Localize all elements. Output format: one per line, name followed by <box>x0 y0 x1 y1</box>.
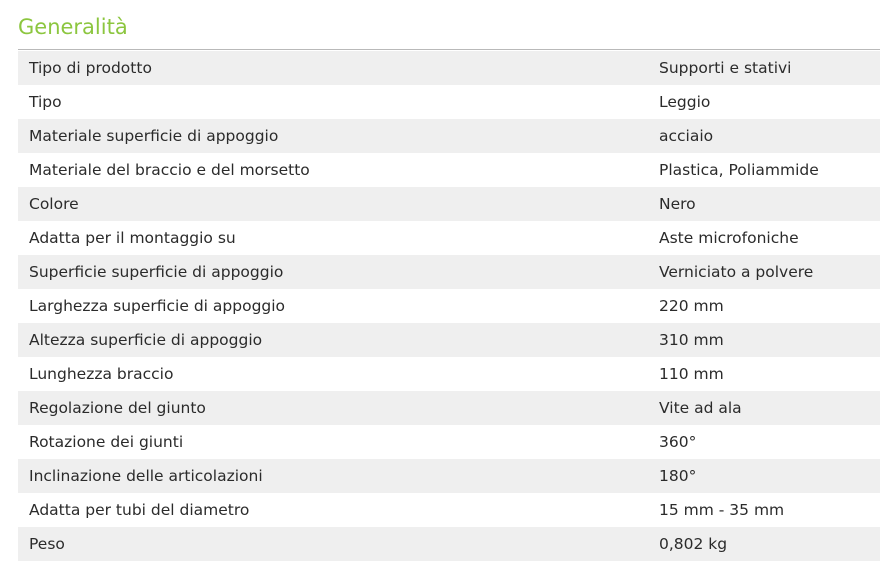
spec-row <box>18 493 880 527</box>
spec-row <box>18 459 880 493</box>
spec-label: Regolazione del giunto <box>29 399 206 417</box>
spec-label: Adatta per tubi del diametro <box>29 501 250 519</box>
spec-label: Altezza superficie di appoggio <box>29 331 263 349</box>
spec-label: Lunghezza braccio <box>29 365 174 383</box>
spec-row <box>18 119 880 153</box>
spec-row <box>18 51 880 85</box>
spec-label: Superficie superficie di appoggio <box>29 263 284 281</box>
spec-row <box>18 357 880 391</box>
spec-row <box>18 85 880 119</box>
spec-row <box>18 323 880 357</box>
spec-value: 110 mm <box>659 365 724 383</box>
spec-row <box>18 221 880 255</box>
spec-row <box>18 187 880 221</box>
spec-value: Nero <box>659 195 696 213</box>
spec-row <box>18 289 880 323</box>
spec-value: 220 mm <box>659 297 724 315</box>
spec-value: Leggio <box>659 93 711 111</box>
spec-value: Plastica, Poliammide <box>659 161 819 179</box>
spec-label: Colore <box>29 195 79 213</box>
spec-row <box>18 391 880 425</box>
spec-row <box>18 255 880 289</box>
spec-row <box>18 153 880 187</box>
spec-label: Materiale del braccio e del morsetto <box>29 161 310 179</box>
spec-row <box>18 425 880 459</box>
spec-value: 0,802 kg <box>659 535 728 553</box>
spec-label: Inclinazione delle articolazioni <box>29 467 263 485</box>
spec-value: acciaio <box>659 127 714 145</box>
spec-label: Materiale superficie di appoggio <box>29 127 279 145</box>
spec-row <box>18 527 880 561</box>
spec-label: Adatta per il montaggio su <box>29 229 236 247</box>
section-title: Generalità <box>18 15 128 39</box>
spec-value: Vite ad ala <box>659 399 742 417</box>
spec-label: Larghezza superficie di appoggio <box>29 297 286 315</box>
spec-table <box>18 51 880 561</box>
spec-label: Peso <box>29 535 65 553</box>
spec-value: 180° <box>659 467 697 485</box>
spec-value: 360° <box>659 433 697 451</box>
title-divider <box>18 49 880 50</box>
spec-value: 15 mm - 35 mm <box>659 501 785 519</box>
spec-value: Verniciato a polvere <box>659 263 814 281</box>
spec-value: Aste microfoniche <box>659 229 799 247</box>
spec-value: Supporti e stativi <box>659 59 792 77</box>
spec-label: Tipo di prodotto <box>29 59 152 77</box>
spec-label: Rotazione dei giunti <box>29 433 184 451</box>
spec-value: 310 mm <box>659 331 724 349</box>
spec-label: Tipo <box>29 93 62 111</box>
